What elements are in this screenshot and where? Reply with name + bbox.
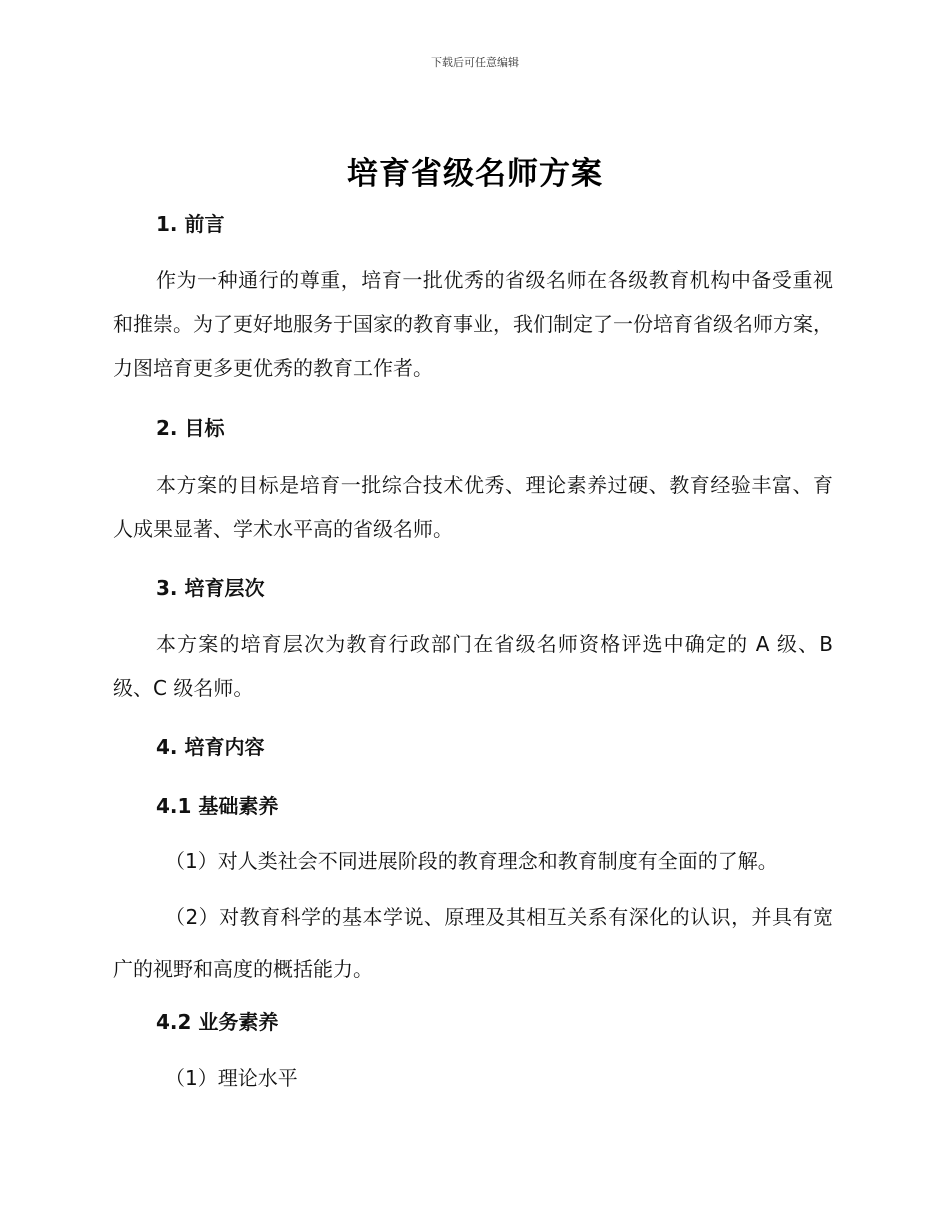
subsection-heading-basic: 4.1 基础素养 <box>156 794 279 818</box>
list-item-professional-1: （1）理论水平 <box>165 1066 298 1090</box>
section-heading-content: 4. 培育内容 <box>156 735 265 759</box>
document-title: 培育省级名师方案 <box>347 156 603 192</box>
subsection-heading-professional: 4.2 业务素养 <box>156 1010 279 1034</box>
list-item-basic-2: （2）对教育科学的基本学说、原理及其相互关系有深化的认识，并具有宽广的视野和高度的概括能力。 <box>113 905 833 981</box>
section-heading-levels: 3. 培育层次 <box>156 576 265 600</box>
section-heading-preface: 1. 前言 <box>156 212 225 236</box>
paragraph-levels: 本方案的培育层次为教育行政部门在省级名师资格评选中确定的 A 级、B 级、C 级名师。 <box>113 632 833 700</box>
header-note: 下载后可任意编辑 <box>431 56 519 69</box>
list-item-basic-1: （1）对人类社会不同进展阶段的教育理念和教育制度有全面的了解。 <box>165 849 778 873</box>
paragraph-preface: 作为一种通行的尊重，培育一批优秀的省级名师在各级教育机构中备受重视和推崇。为了更好地服务于国家的教育事业，我们制定了一份培育省级名师方案，力图培育更多更优秀的教育工作者。 <box>113 268 833 380</box>
paragraph-goal: 本方案的目标是培育一批综合技术优秀、理论素养过硬、教育经验丰富、育人成果显著、学术水平高的省级名师。 <box>113 473 833 541</box>
section-heading-goal: 2. 目标 <box>156 416 225 440</box>
